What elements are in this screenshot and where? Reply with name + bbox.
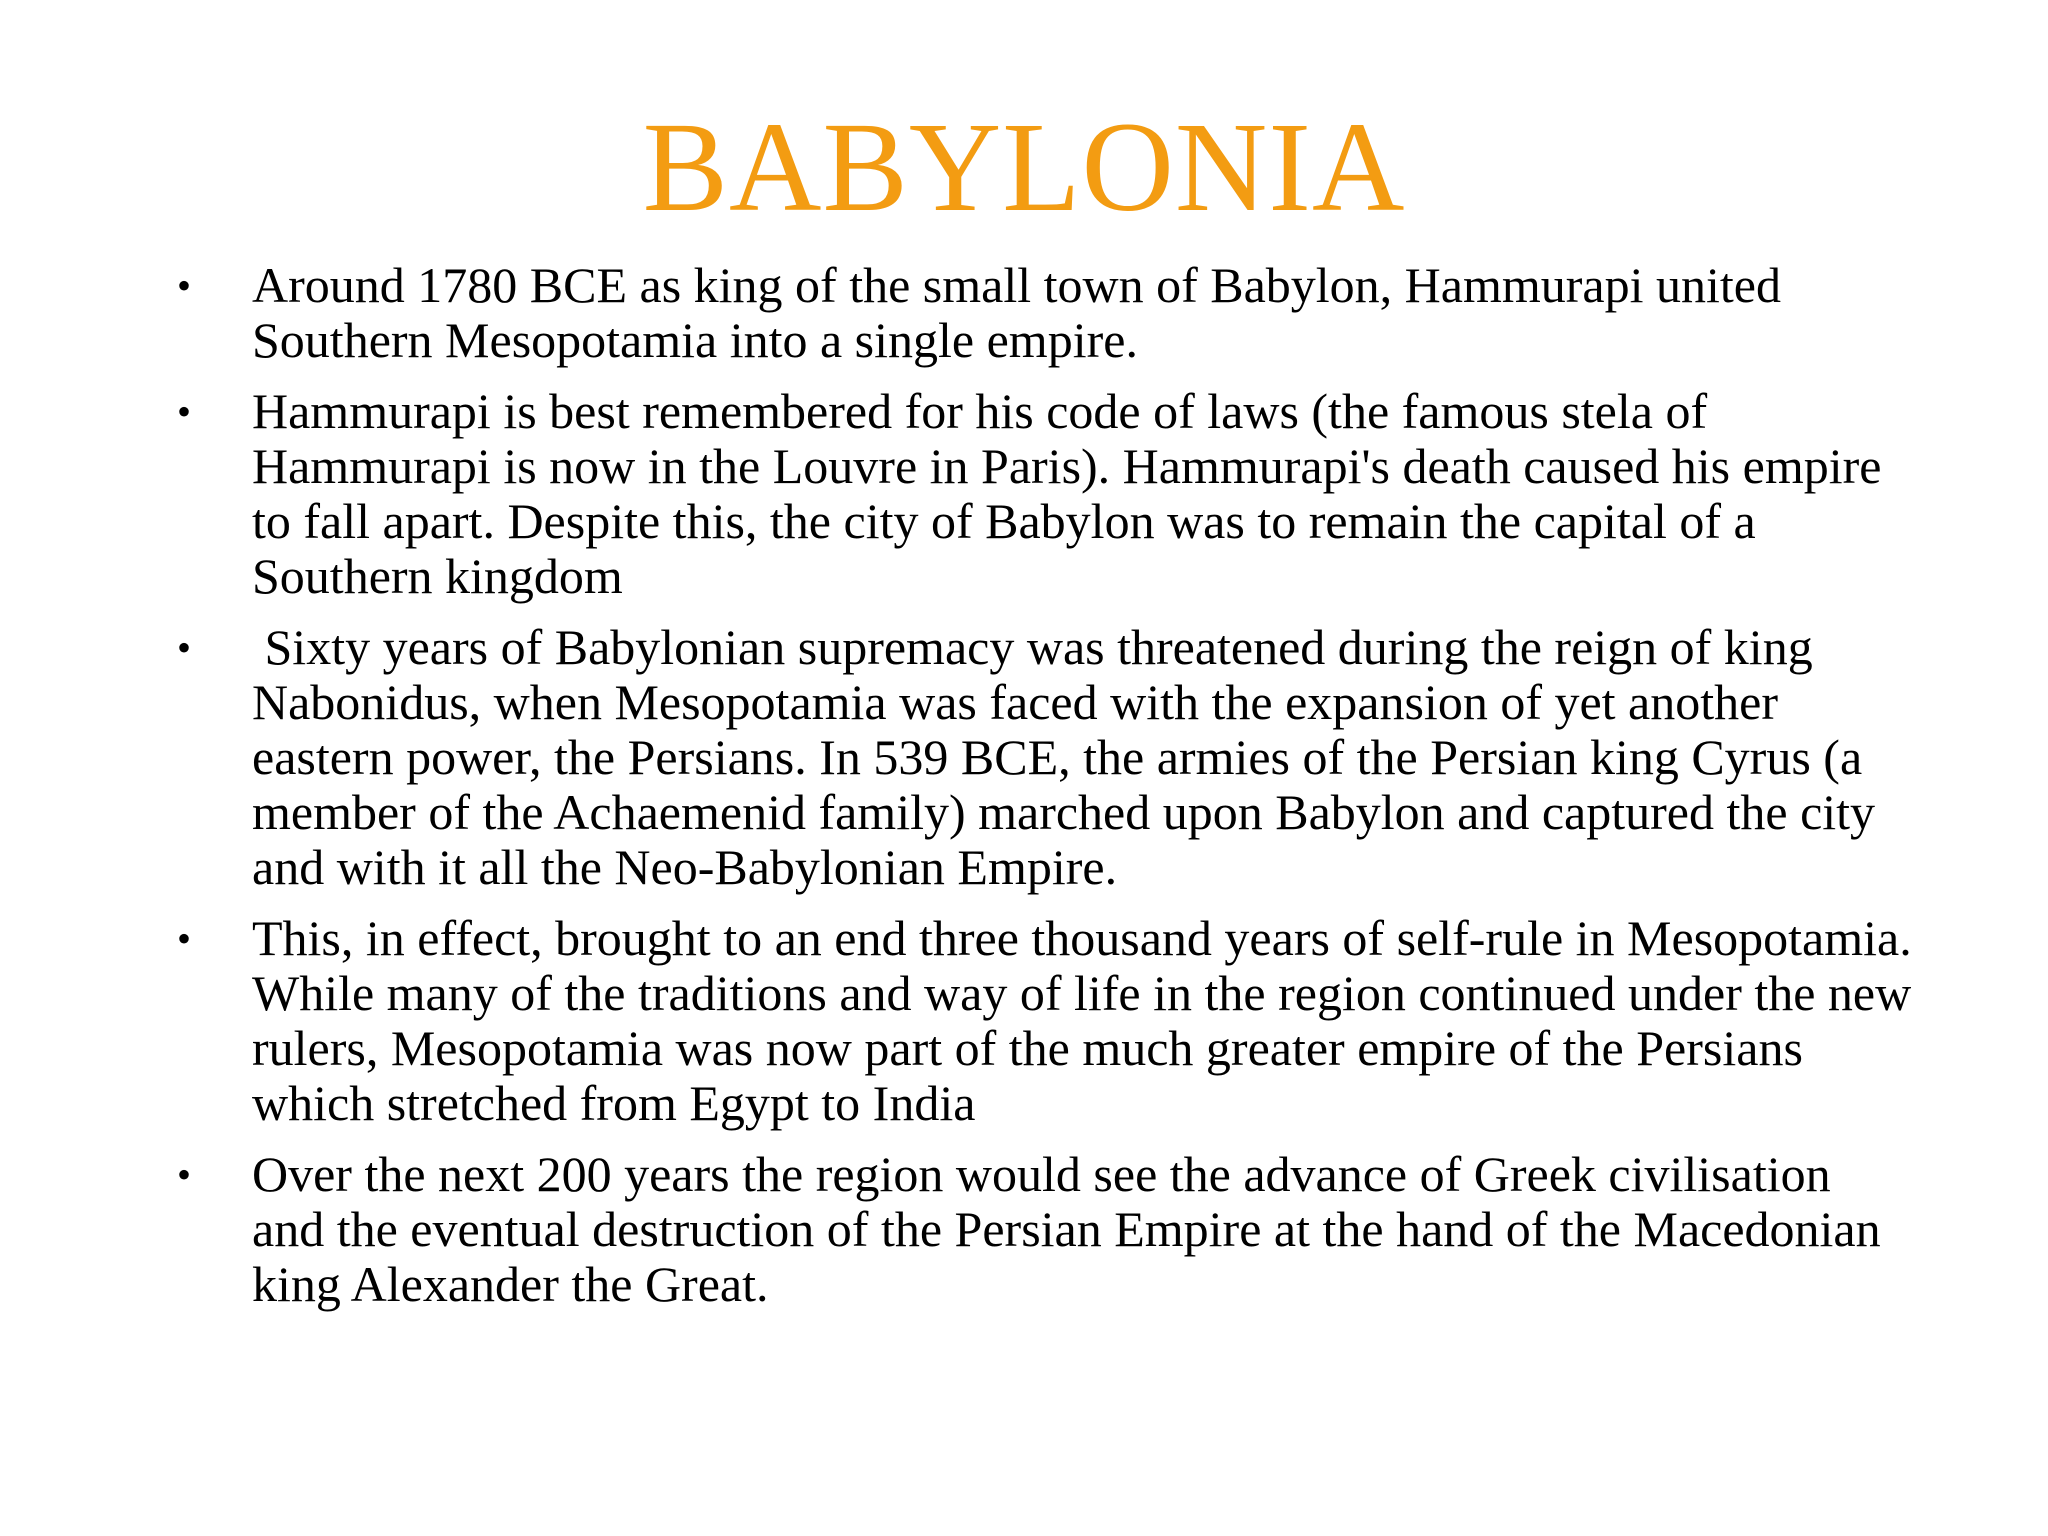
bullet-icon: • bbox=[177, 916, 192, 961]
bullet-icon: • bbox=[177, 263, 192, 308]
bullet-text: Around 1780 BCE as king of the small town of Babylon, Hammurapi united Southern Mesopotamia into a single empire. bbox=[252, 257, 1794, 368]
bullet-item bbox=[175, 620, 1915, 895]
bullet-icon: • bbox=[177, 389, 192, 434]
bullet-item bbox=[175, 1147, 1915, 1312]
bullet-text: Sixty years of Babylonian supremacy was threatened during the reign of king Nabonidus, when Mesopotamia was faced with the expansion of yet another eastern power, the Persians. In 539 BCE, the armies of the Persian king Cyrus (a member of the Achaemenid family) marched upon Babylon and captured the city and with it all the Neo-Babylonian Empire. bbox=[252, 619, 1888, 895]
bullet-list bbox=[175, 257, 1924, 1328]
slide-title: BABYLONIA bbox=[642, 96, 1406, 238]
bullet-text: This, in effect, brought to an end three thousand years of self-rule in Mesopotamia. While many of the traditions and way of life in the region continued under the new rulers, Mesopotamia was now part of the much greater empire of the Persians which stretched from Egypt to India bbox=[252, 910, 1924, 1131]
bullet-item bbox=[175, 384, 1915, 604]
bullet-icon: • bbox=[177, 625, 192, 670]
bullet-text: Over the next 200 years the region would see the advance of Greek civilisation and the eventual destruction of the Persian Empire at the hand of the Macedonian king Alexander the Great. bbox=[252, 1146, 1894, 1312]
bullet-icon: • bbox=[177, 1152, 192, 1197]
bullet-text: Hammurapi is best remembered for his code of laws (the famous stela of Hammurapi is now in the Louvre in Paris). Hammurapi's death caused his empire to fall apart. Despite this, the city of Babylon was to remain the capital of a Southern kingdom bbox=[252, 383, 1894, 604]
bullet-item bbox=[175, 910, 1924, 1131]
bullet-item bbox=[175, 258, 1915, 368]
